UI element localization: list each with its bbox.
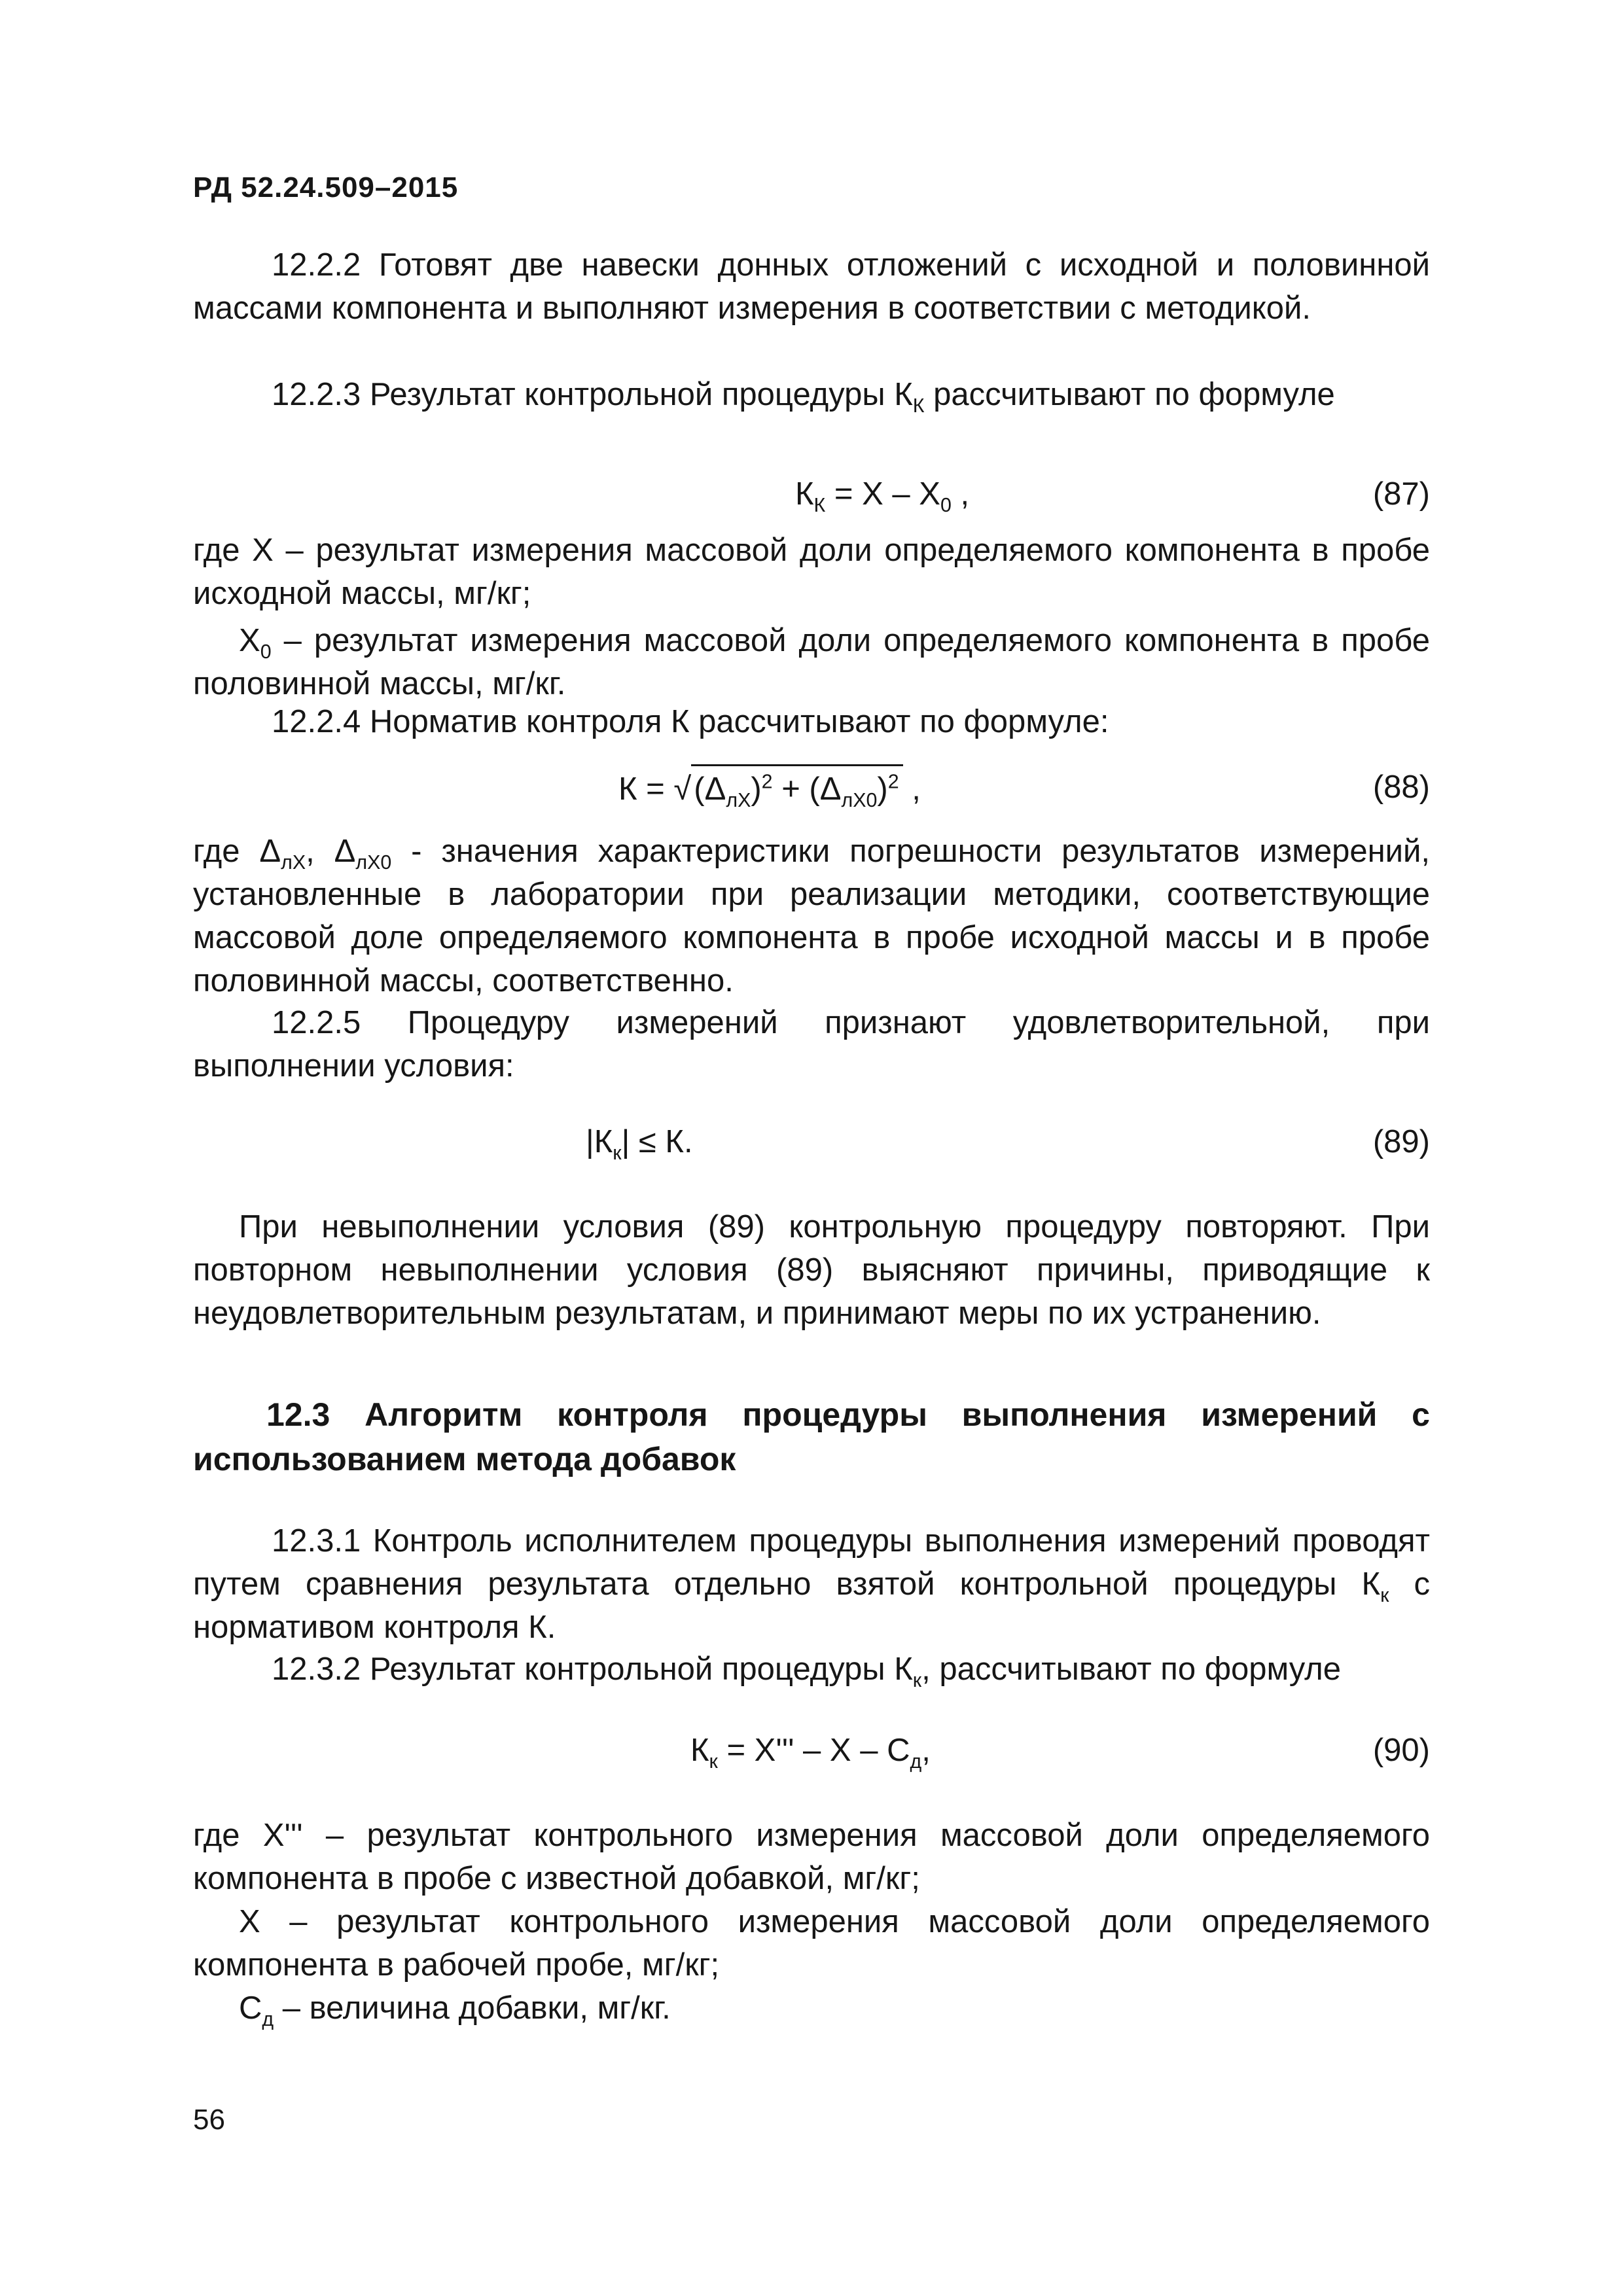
formula-88-number: (88) bbox=[1372, 769, 1430, 805]
sqrt-sign-icon: √ bbox=[673, 771, 692, 807]
paragraph-fail-condition: При невыполнении условия (89) контрольную процедуру повторяют. При повторном невыполнении условия (89) выясняют причины, приводящие к неудовлетворительным результатам, и принимают меры по их устранению. bbox=[193, 1209, 1430, 1331]
where-88: где $\Delta_{лX}$, $\Delta_{лX0}$ - значения характеристики погрешности результатов измерений, установленные в лаборатории при реализации методики, соответствующие массовой доле определяемого компонента в пробе исходной массы и в пробе половинной массы, соответственно. bbox=[193, 834, 1430, 998]
formula-88-expression: $К = √(\Delta_{лX})^2 + (\Delta_{лX0})^2$ , bbox=[618, 764, 921, 812]
where-90: где X''' – результат контрольного измерения массовой доли определяемого компонента в пробе с известной добавкой, мг/кг; X – результат контрольного измерения массовой доли определяемого компонента в рабочей пробе, мг/кг; $C_д$ – величина добавки, мг/кг. bbox=[193, 1818, 1430, 2030]
sqrt-radicand: $(\Delta_{лX})^2 + (\Delta_{лX0})^2$ bbox=[691, 764, 902, 812]
formula-90-expression: $К_к = X''' - X - C_д$, bbox=[690, 1733, 931, 1773]
where-87: где X – результат измерения массовой доли определяемого компонента в пробе исходной массы, мг/кг; $X_0$ – результат измерения массовой доли определяемого компонента в пробе половинной массы, мг/кг. bbox=[193, 533, 1430, 701]
formula-90 bbox=[193, 1727, 1430, 1773]
document-code-header: РД 52.24.509–2015 bbox=[193, 171, 459, 203]
paragraph-12-3-2: 12.3.2 Результат контрольной процедуры $К_к$, рассчитывают по формуле bbox=[272, 1651, 1342, 1691]
paragraph-12-2-3: 12.2.3 Результат контрольной процедуры $К_К$ рассчитывают по формуле bbox=[272, 377, 1335, 417]
formula-88 bbox=[193, 764, 1430, 810]
paragraph-12-3-1: 12.3.1 Контроль исполнителем процедуры выполнения измерений проводят путем сравнения результата отдельно взятой контрольной процедуры $К_к$ с нормативом контроля К. bbox=[193, 1523, 1430, 1645]
paragraph-12-2-4: 12.2.4 Норматив контроля К рассчитывают по формуле: bbox=[272, 704, 1109, 739]
page-number: 56 bbox=[193, 2104, 225, 2136]
formula-89-expression: $|К_к| \le К$. bbox=[586, 1124, 693, 1164]
formula-90-number: (90) bbox=[1372, 1733, 1430, 1768]
formula-87-expression: $К_К = X - X_0$ , bbox=[795, 476, 970, 516]
formula-87-number: (87) bbox=[1372, 476, 1430, 512]
paragraph-12-2-2: 12.2.2 Готовят две навески донных отложений с исходной и половинной массами компонента и выполняют измерения в соответствии с методикой. bbox=[193, 247, 1430, 326]
formula-89 bbox=[193, 1119, 1430, 1165]
formula-89-number: (89) bbox=[1372, 1124, 1430, 1159]
paragraph-12-2-5: 12.2.5 Процедуру измерений признают удовлетворительной, при выполнении условия: bbox=[193, 1005, 1430, 1084]
formula-87 bbox=[193, 471, 1430, 517]
section-12-3-heading: 12.3 Алгоритм контроля процедуры выполнения измерений с использованием метода добавок bbox=[193, 1396, 1430, 1477]
